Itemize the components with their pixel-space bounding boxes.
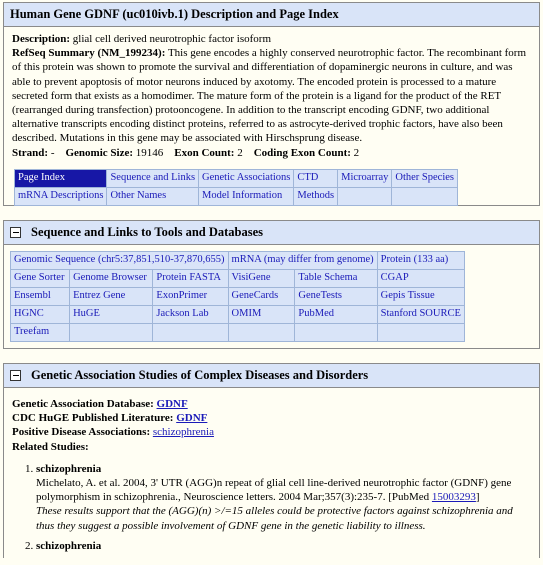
link-protein[interactable]: Protein (133 aa) [377, 252, 464, 270]
description-section [3, 2, 540, 206]
index-other-species[interactable]: Other Species [392, 169, 458, 187]
study-note: These results support that the (AGG)(n) >/=15 alleles could be protective factors against schizophrenia and thus they suggest a possible involvement of GDNF gene in the genetic liability to illness. [36, 505, 513, 532]
description-title: Human Gene GDNF (uc010ivb.1) Description and Page Index [10, 7, 339, 21]
index-other-names[interactable]: Other Names [107, 187, 199, 205]
empty-cell [377, 324, 464, 342]
pubmed-id-link[interactable]: 15003293 [431, 491, 476, 504]
index-methods[interactable]: Methods [294, 187, 338, 205]
studies-list [12, 462, 531, 553]
index-sequence-links[interactable]: Sequence and Links [107, 169, 199, 187]
study-name: 2. schizophrenia [36, 539, 102, 552]
link-exonprimer[interactable]: ExonPrimer [153, 288, 228, 306]
link-hgnc[interactable]: HGNC [11, 306, 70, 324]
link-visigene[interactable]: VisiGene [228, 270, 295, 288]
link-treefam[interactable]: Treefam [11, 324, 70, 342]
genetic-association-header [4, 364, 539, 388]
study-citation: Michelato, A. et al. 2004, 3' UTR (AGG)n repeat of glial cell line-derived neurotrophic factor (GDNF) gene polymorphism in schizophrenia., Neuroscience letters. 2004 Mar;357(3):235-7. [PubMed 15003293] [36, 477, 512, 504]
link-gepis-tissue[interactable]: Gepis Tissue [377, 288, 464, 306]
index-mrna-descriptions[interactable]: mRNA Descriptions [15, 187, 107, 205]
index-empty-cell [338, 187, 392, 205]
collapse-button[interactable] [10, 227, 21, 238]
list-item [36, 539, 531, 553]
description-line: Description: glial cell derived neurotrophic factor isoform [12, 33, 272, 45]
link-omim[interactable]: OMIM [228, 306, 295, 324]
refseq-text: This gene encodes a highly conserved neurotrophic factor. The recombinant form of this protein was shown to promote the survival and differentiation of dopaminergic neurons in culture, and was able to prevent apoptosis of motor neurons induced by axotomy. The encoded protein is processed to a mature secreted form that exists as a homodimer. The mature form of the protein is a ligand for the product of the RET (rearranged during transfection) protooncogene. In addition to the transcript encoding GDNF, two additional alternative transcripts encoding distinct proteins, referred to as astrocyte-derived trophic factors, have also been described. Mutations in this gene may be associated with Hirschsprung disease. [12, 47, 527, 145]
link-stanford-source[interactable]: Stanford SOURCE [377, 306, 464, 324]
link-table-schema[interactable]: Table Schema [295, 270, 377, 288]
link-gene-sorter[interactable]: Gene Sorter [11, 270, 70, 288]
related-studies-label: Related Studies: [12, 440, 89, 453]
empty-cell [153, 324, 228, 342]
sequence-links-section [3, 220, 540, 349]
sequence-links-header [4, 221, 539, 245]
refseq-summary: RefSeq Summary (NM_199234): This gene encodes a highly conserved neurotrophic factor. The recombinant form of this protein was shown to promote the survival and differentiation of dopaminergic neurons in culture, and was able to prevent apoptosis of motor neurons induced by axotomy. The encoded protein is processed to a mature secreted form that exists as a homodimer. The mature form of the protein is a ligand for the product of the RET (rearranged during transfection) protooncogene. In addition to the transcript encoding GDNF, two additional alternative transcripts encoding distinct proteins, referred to as astrocyte-derived trophic factors, have also been described. Mutations in this gene may be associated with Hirschsprung disease. [12, 47, 527, 145]
empty-cell [295, 324, 377, 342]
link-cgap[interactable]: CGAP [377, 270, 464, 288]
empty-cell [70, 324, 153, 342]
minus-icon [13, 375, 19, 376]
index-model-information[interactable]: Model Information [199, 187, 294, 205]
link-genomic-sequence[interactable]: Genomic Sequence (chr5:37,851,510-37,870,655) [11, 252, 229, 270]
study-name: 1. schizophrenia [36, 462, 102, 475]
sequence-links-title: Sequence and Links to Tools and Databases [31, 225, 264, 239]
index-ctd[interactable]: CTD [294, 169, 338, 187]
genetic-association-section [3, 363, 540, 558]
empty-cell [228, 324, 295, 342]
collapse-button[interactable] [10, 370, 21, 381]
link-mrna[interactable]: mRNA (may differ from genome) [228, 252, 377, 270]
gene-stats: Strand: - Genomic Size: 19146 Exon Count: 2 Coding Exon Count: 2 [12, 146, 360, 159]
index-page-index[interactable]: Page Index [15, 169, 107, 187]
gad-line: Genetic Association Database: GDNF [12, 398, 188, 410]
gad-gdnf-link[interactable]: GDNF [156, 398, 188, 410]
link-huge[interactable]: HuGE [70, 306, 153, 324]
list-item [36, 462, 531, 533]
genetic-association-title: Genetic Association Studies of Complex Diseases and Disorders [31, 368, 369, 382]
index-empty-cell [392, 187, 458, 205]
schizophrenia-link[interactable]: schizophrenia [152, 426, 214, 439]
cdc-gdnf-link[interactable]: GDNF [176, 412, 208, 425]
link-entrez-gene[interactable]: Entrez Gene [70, 288, 153, 306]
cdc-line: CDC HuGE Published Literature: GDNF [12, 412, 208, 425]
link-jackson-lab[interactable]: Jackson Lab [153, 306, 228, 324]
description-header [4, 3, 539, 27]
link-protein-fasta[interactable]: Protein FASTA [153, 270, 228, 288]
description-text: glial cell derived neurotrophic factor isoform [72, 33, 272, 45]
link-genecards[interactable]: GeneCards [228, 288, 295, 306]
index-microarray[interactable]: Microarray [338, 169, 392, 187]
minus-icon [13, 232, 19, 233]
positive-associations-line: Positive Disease Associations: schizophrenia [12, 426, 214, 439]
page-index-table [14, 169, 458, 206]
link-pubmed[interactable]: PubMed [295, 306, 377, 324]
tools-links-table [10, 251, 465, 342]
link-genome-browser[interactable]: Genome Browser [70, 270, 153, 288]
link-ensembl[interactable]: Ensembl [11, 288, 70, 306]
link-genetests[interactable]: GeneTests [295, 288, 377, 306]
index-genetic-associations[interactable]: Genetic Associations [199, 169, 294, 187]
